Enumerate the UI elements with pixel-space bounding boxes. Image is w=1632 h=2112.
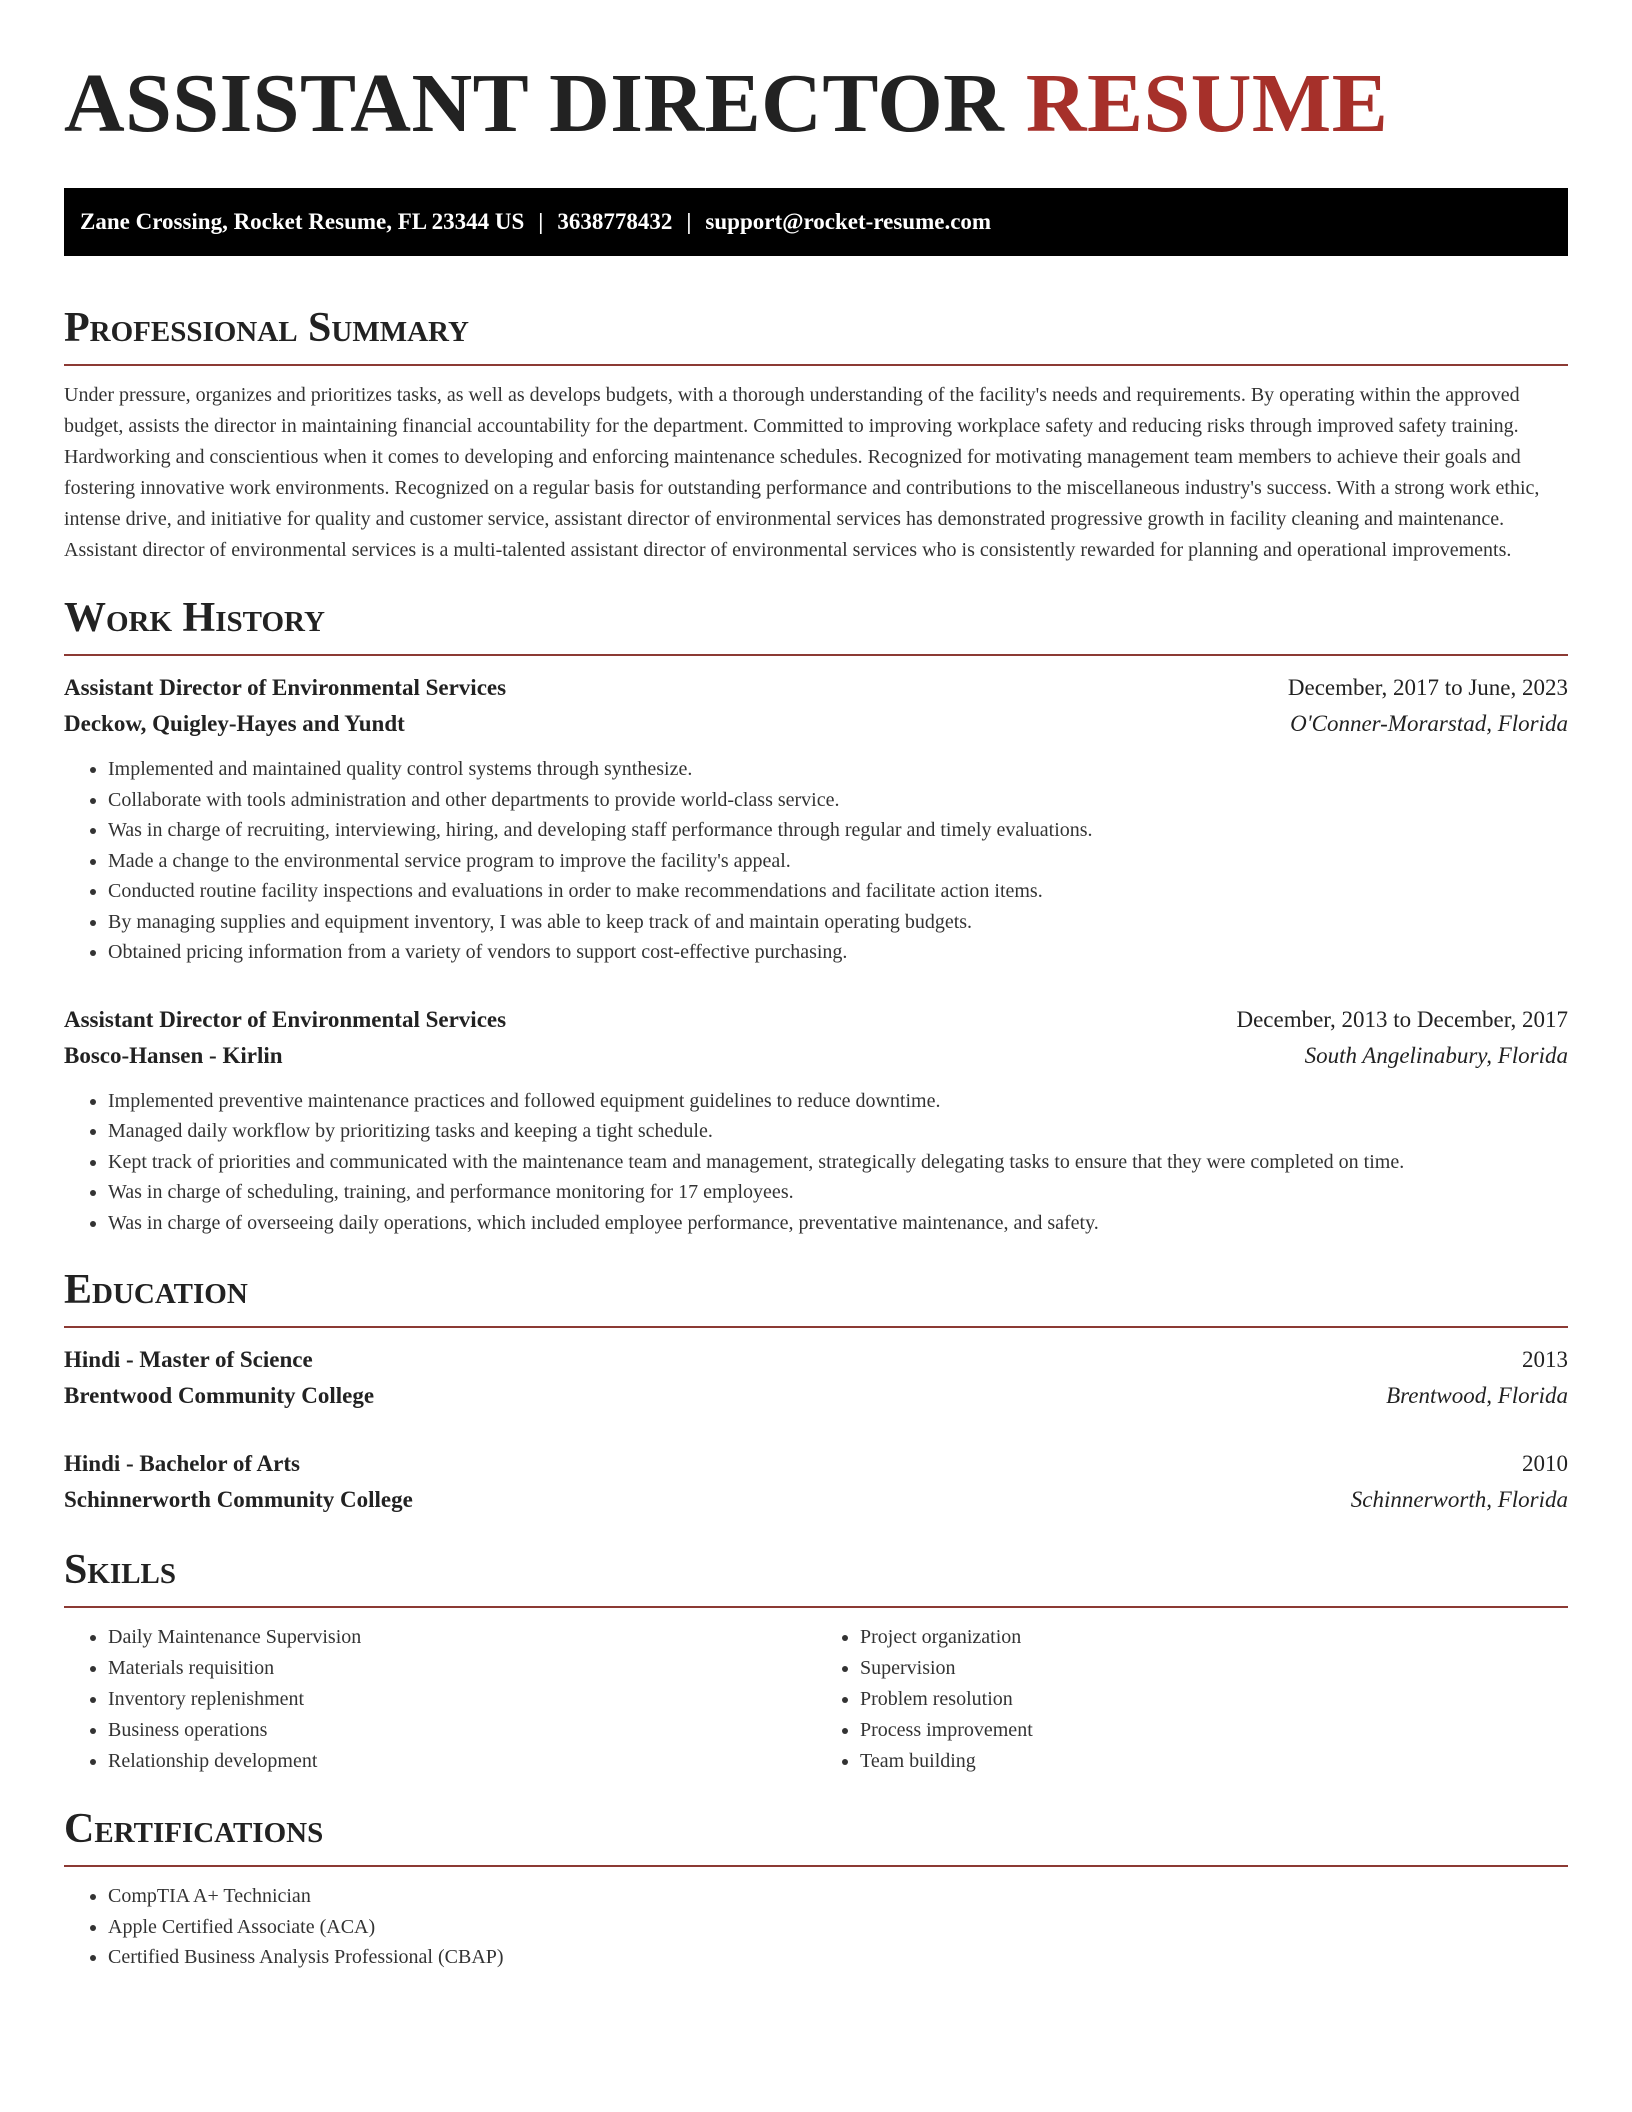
list-item: • Business operations [108, 1715, 816, 1746]
title-accent: RESUME [1025, 57, 1389, 150]
job-entry [64, 1002, 1568, 1239]
skills-list-left [64, 1622, 816, 1777]
list-item: • Materials requisition [108, 1653, 816, 1684]
list-item: • Project organization [860, 1622, 1568, 1653]
skills-section [64, 1544, 1568, 1777]
job-bullets [64, 754, 1568, 968]
job-title: Assistant Director of Environmental Services [64, 1006, 507, 1032]
list-item: • Managed daily workflow by prioritizing tasks and keeping a tight schedule. [108, 1116, 1568, 1147]
list-item: • CompTIA A+ Technician [108, 1881, 1568, 1912]
job-dates: December, 2013 to December, 2017 [1236, 1006, 1568, 1032]
section-heading-skills: Skills [64, 1547, 177, 1593]
education-location: Schinnerworth, Florida [1350, 1487, 1568, 1512]
list-item: • Implemented and maintained quality control systems through synthesize. [108, 754, 1568, 785]
list-item: • Obtained pricing information from a variety of vendors to support cost-effective purchasing. [108, 937, 1568, 968]
education-school: Brentwood Community College [64, 1383, 375, 1408]
section-heading-work: Work History [64, 595, 325, 641]
contact-bar [64, 188, 1568, 256]
education-year: 2013 [1522, 1347, 1568, 1372]
education-school: Schinnerworth Community College [64, 1487, 413, 1512]
education-degree: Hindi - Master of Science [64, 1347, 313, 1372]
list-item: • Inventory replenishment [108, 1684, 816, 1715]
list-item: • Certified Business Analysis Professional (CBAP) [108, 1942, 1568, 1973]
certifications-section [64, 1803, 1568, 1973]
job-company-row [64, 706, 1568, 742]
job-company: Deckow, Quigley-Hayes and Yundt [64, 711, 405, 736]
job-company-row [64, 1038, 1568, 1074]
list-item: • Was in charge of recruiting, interviewing, hiring, and developing staff performance through regular and timely evaluations. [108, 815, 1568, 846]
list-item: • Kept track of priorities and communicated with the maintenance team and management, strategically delegating tasks to ensure that they were completed on time. [108, 1147, 1568, 1178]
contact-phone: 3638778432 [557, 209, 673, 234]
title-main: ASSISTANT DIRECTOR [64, 57, 1005, 150]
list-item: • Daily Maintenance Supervision [108, 1622, 816, 1653]
list-item: • Supervision [860, 1653, 1568, 1684]
skills-list-right [816, 1622, 1568, 1777]
job-entry [64, 670, 1568, 968]
education-section [64, 1264, 1568, 1518]
job-dates: December, 2017 to June, 2023 [1287, 675, 1568, 700]
contact-address: Zane Crossing, Rocket Resume, FL 23344 US [80, 209, 525, 234]
job-bullets [64, 1086, 1568, 1239]
section-heading-certifications: Certifications [64, 1806, 324, 1852]
education-degree: Hindi - Bachelor of Arts [64, 1451, 300, 1476]
job-location: South Angelinabury, Florida [1304, 1042, 1568, 1068]
job-company: Bosco-Hansen - Kirlin [64, 1042, 283, 1068]
job-title: Assistant Director of Environmental Services [64, 675, 507, 700]
list-item: • By managing supplies and equipment inventory, I was able to keep track of and maintain operating budgets. [108, 907, 1568, 938]
section-heading-education: Education [64, 1267, 248, 1313]
contact-separator: | [686, 209, 692, 234]
skills-columns [64, 1622, 1568, 1777]
education-degree-row [64, 1342, 1568, 1378]
job-location: O'Conner-Morarstad, Florida [1290, 711, 1568, 736]
list-item: • Apple Certified Associate (ACA) [108, 1912, 1568, 1943]
education-school-row [64, 1482, 1568, 1518]
list-item: • Team building [860, 1746, 1568, 1777]
work-section [64, 592, 1568, 1238]
section-divider [64, 654, 1568, 656]
list-item: • Collaborate with tools administration and other departments to provide world-class service. [108, 785, 1568, 816]
summary-text: Under pressure, organizes and prioritizes tasks, as well as develops budgets, with a thorough understanding of the facility's needs and requirements. By operating within the approved budget, assists the director in maintaining financial accountability for the department. Committed to improving workplace safety and reducing risks through improved safety training. Hardworking and conscientious when it comes to developing and enforcing maintenance schedules. Recognized for motivating management team members to achieve their goals and fostering innovative work environments. Recognized on a regular basis for outstanding performance and contributions to the miscellaneous industry's success. With a strong work ethic, intense drive, and initiative for quality and customer service, assistant director of environmental services has demonstrated progressive growth in facility cleaning and maintenance. Assistant director of environmental services is a multi-talented assistant director of environmental services who is consistently rewarded for planning and operational improvements. [64, 384, 1540, 561]
section-divider [64, 1865, 1568, 1867]
job-header-row [64, 1002, 1568, 1038]
list-item: • Relationship development [108, 1746, 816, 1777]
list-item: • Conducted routine facility inspections and evaluations in order to make recommendations and facilitate action items. [108, 876, 1568, 907]
education-degree-row [64, 1446, 1568, 1482]
section-divider [64, 1606, 1568, 1608]
section-divider [64, 364, 1568, 366]
list-item: • Implemented preventive maintenance practices and followed equipment guidelines to reduce downtime. [108, 1086, 1568, 1117]
list-item: • Was in charge of scheduling, training, and performance monitoring for 17 employees. [108, 1177, 1568, 1208]
education-school-row [64, 1378, 1568, 1414]
list-item: • Process improvement [860, 1715, 1568, 1746]
contact-separator: | [538, 209, 544, 234]
education-entry [64, 1446, 1568, 1518]
job-header-row [64, 670, 1568, 706]
education-entry [64, 1342, 1568, 1414]
list-item: • Problem resolution [860, 1684, 1568, 1715]
list-item: • Made a change to the environmental service program to improve the facility's appeal. [108, 846, 1568, 877]
certifications-list [64, 1881, 1568, 1973]
contact-email: support@rocket-resume.com [705, 209, 992, 234]
education-location: Brentwood, Florida [1386, 1383, 1568, 1408]
education-year: 2010 [1522, 1451, 1568, 1476]
resume-title [64, 58, 1568, 150]
list-item: • Was in charge of overseeing daily operations, which included employee performance, preventative maintenance, and safety. [108, 1208, 1568, 1239]
summary-section [64, 302, 1568, 566]
section-divider [64, 1326, 1568, 1328]
section-heading-summary: Professional Summary [64, 305, 469, 351]
